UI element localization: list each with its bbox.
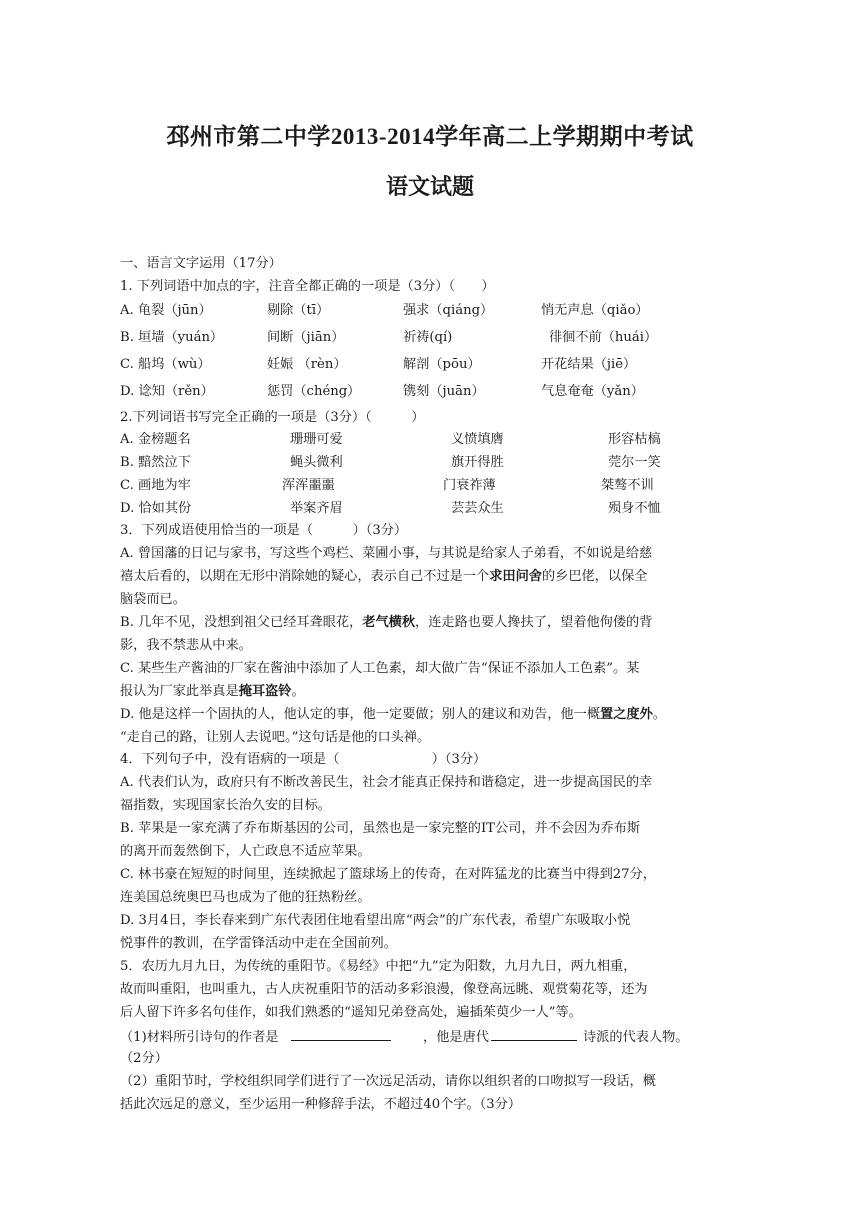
q5-subquestion-1 [120,1028,688,1046]
exam-title: 邳州市第二中学2013-2014学年高二上学期期中考试 [166,124,694,149]
section-heading: 一、语言文字运用（17分） [120,256,282,271]
q3-option-d-cont: “走自己的路，让别人去说吧。”这句话是他的口头禅。 [120,730,431,745]
q1-option: C. 船坞（wù） [120,357,211,372]
q1-option: 气息奄奄（yǎn） [541,384,644,399]
q2-option: 芸芸众生 [451,501,504,516]
idiom: 老气横秋 [362,615,416,630]
q2-option: 浑浑噩噩 [282,478,335,493]
idiom: 求田问舍 [489,569,542,584]
q3-option-b-cont: 影，我不禁悲从中来。 [120,638,252,653]
q1-option: 悄无声息（qiǎo） [541,303,649,318]
text: （1)材料所引诗句的作者是 [120,1030,279,1045]
q1-option: 镌刻（juān） [403,384,485,399]
q1-option: D. 谂知（rěn） [120,384,214,399]
q1-option: A. 龟裂（jūn） [120,303,212,318]
q3-option-a: A. 曾国藩的日记与家书，写这些个鸡栏、菜圃小事，与其说是给家人子弟看，不如说是给慈 [120,546,653,561]
q1-stem: 1. 下列词语中加点的字，注音全都正确的一项是（3分）（ ） [120,279,495,294]
q3-option-c: C. 某些生产酱油的厂家在酱油中添加了人工色素，却大做广告“保证不添加人工色素”。某 [120,661,640,676]
q1-option: 祈祷(qí) [403,330,453,345]
q4-option-c: C. 林书豪在短短的时间里，连续掀起了篮球场上的传奇，在对阵猛龙的比赛当中得到27分， [120,867,656,882]
idiom: 掩耳盗铃 [238,684,292,699]
q1-option: 剔除（tī） [267,303,330,318]
text: 报认为厂家此举真是 [120,684,239,699]
text: ，连走路也要人搀扶了，望着他佝偻的背 [415,615,653,630]
q2-option: 殒身不恤 [608,501,661,516]
text: 诗派的代表人物。 [582,1030,689,1045]
q2-option: 蝇头微利 [290,455,343,470]
q2-option: D. 恰如其份 [120,501,192,516]
q1-option: 徘徊不前（huái） [549,330,658,345]
q4-option-b-cont: 的离开而轰然倒下，人亡政息不适应苹果。 [120,844,371,859]
q4-option-d-cont: 悦事件的教训，在学雷锋活动中走在全国前列。 [120,936,397,951]
q2-option: 旗开得胜 [451,455,504,470]
q3-option-c-cont [120,684,305,700]
q5-subquestion-1-score: （2分） [120,1051,168,1066]
q2-option: 门衰祚薄 [443,478,496,493]
q1-option: 妊娠 （rèn） [267,357,347,372]
text: 的乡巴佬，以保全 [542,569,648,584]
text: 。 [291,684,305,699]
q4-option-b: B. 苹果是一家充满了乔布斯基因的公司，虽然也是一家完整的IT公司，并不会因为乔布斯 [120,821,641,836]
q3-option-d [120,707,666,723]
q1-option: 强求（qiáng） [403,303,494,318]
q2-option: 举案齐眉 [290,501,343,516]
q5-subquestion-2-cont: 括此次远足的意义，至少运用一种修辞手法，不超过40个字。（3分） [120,1097,522,1112]
q1-option: B. 垣墙（yuán） [120,330,224,345]
q2-option: 形容枯槁 [608,432,661,447]
q5-passage: 后人留下许多名句佳作，如我们熟悉的“遥知兄弟登高处，遍插茱萸少一人”等。 [120,1005,582,1020]
q5-subquestion-2: （2）重阳节时，学校组织同学们进行了一次远足活动，请你以组织者的口吻拟写一段话，概 [120,1074,656,1089]
q5-passage: 5．农历九月九日，为传统的重阳节。《易经》中把“九”定为阳数，九月九日，两九相重， [120,959,637,974]
idiom: 置之度外 [600,707,653,722]
q2-option: 义愤填膺 [451,432,504,447]
q4-option-d: D. 3月4日，李长春来到广东代表团住地看望出席“两会”的广东代表，希望广东吸取小悦 [120,913,631,928]
q2-option: 珊珊可爱 [290,432,343,447]
q5-passage: 故而叫重阳，也叫重九，古人庆祝重阳节的活动多彩浪漫，像登高远眺、观赏菊花等，还为 [120,982,648,997]
q2-stem: 2.下列词语书写完全正确的一项是（3分）（ ） [120,410,425,425]
exam-subtitle: 语文试题 [385,174,474,199]
q4-option-a-cont: 福指数，实现国家长治久安的目标。 [120,798,331,813]
text: D. 他是这样一个固执的人，他认定的事，他一定要做；别人的建议和劝告，他一概 [120,707,601,722]
q4-option-a: A. 代表们认为，政府只有不断改善民生，社会才能真正保持和谐稳定，进一步提高国民的幸 [120,775,653,790]
answer-blank-school[interactable] [491,1028,577,1041]
q2-option: B. 黯然泣下 [120,455,191,470]
text: 禧太后看的，以期在无形中消除她的疑心，表示自己不过是一个 [120,569,490,584]
q2-option: 桀骜不训 [601,478,654,493]
text: B. 几年不见，没想到祖父已经耳聋眼花， [120,615,363,630]
q4-stem: 4．下列句子中，没有语病的一项是（ ）（3分） [120,752,487,767]
q2-option: C. 画地为牢 [120,478,191,493]
q2-option: 莞尔一笑 [608,455,661,470]
q4-option-c-cont: 连美国总统奥巴马也成为了他的狂热粉丝。 [120,890,371,905]
q2-option: A. 金榜题名 [120,432,191,447]
q3-option-a-cont: 脑袋而已。 [120,592,186,607]
q3-stem: 3．下列成语使用恰当的一项是（ ）（3分） [120,523,408,538]
answer-blank-author[interactable] [291,1028,391,1041]
q1-option: 惩罚（chéng） [267,384,361,399]
q1-option: 解剖（pōu） [403,357,481,372]
text: ，他是唐代 [423,1030,489,1045]
q1-option: 开花结果（jiē） [541,357,637,372]
q3-option-a-cont [120,569,648,585]
text: 。 [652,707,666,722]
q1-option: 间断（jiān） [267,330,345,345]
q3-option-b [120,615,652,631]
